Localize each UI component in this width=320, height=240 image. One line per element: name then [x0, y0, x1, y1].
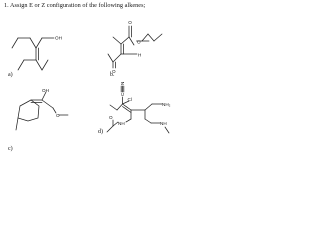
molecule-b — [108, 20, 162, 74]
atom-b-o-bottom: O — [112, 69, 116, 74]
atom-c-oh: OH — [42, 88, 49, 93]
atom-d-cl: Cl — [127, 97, 132, 102]
molecule-c — [16, 88, 68, 130]
atom-b-o-top: O — [128, 20, 132, 25]
atom-d-nh-right: NH — [160, 121, 167, 126]
structures-canvas — [0, 0, 200, 154]
atom-a-oh: OH — [55, 35, 62, 41]
molecule-a — [12, 36, 62, 70]
atom-b-h: H — [138, 52, 142, 58]
atom-d-nh-ring: NH — [118, 121, 125, 126]
atom-d-n: N — [120, 81, 125, 85]
atom-d-nh2: NH₂ — [162, 102, 171, 107]
atom-c-o: O — [56, 113, 60, 118]
panel-label-c: c) — [8, 146, 13, 152]
panel-label-d: d) — [98, 129, 103, 135]
atom-b-o-ester: O — [137, 39, 141, 45]
question-text: 1. Assign E or Z configuration of the following alkenes; — [4, 2, 146, 9]
molecule-d — [107, 82, 171, 133]
atom-d-o: O — [109, 115, 113, 120]
panel-label-a: a) — [8, 72, 13, 78]
atom-d-c: C — [120, 92, 125, 96]
panel-label-b: b. — [110, 72, 115, 78]
